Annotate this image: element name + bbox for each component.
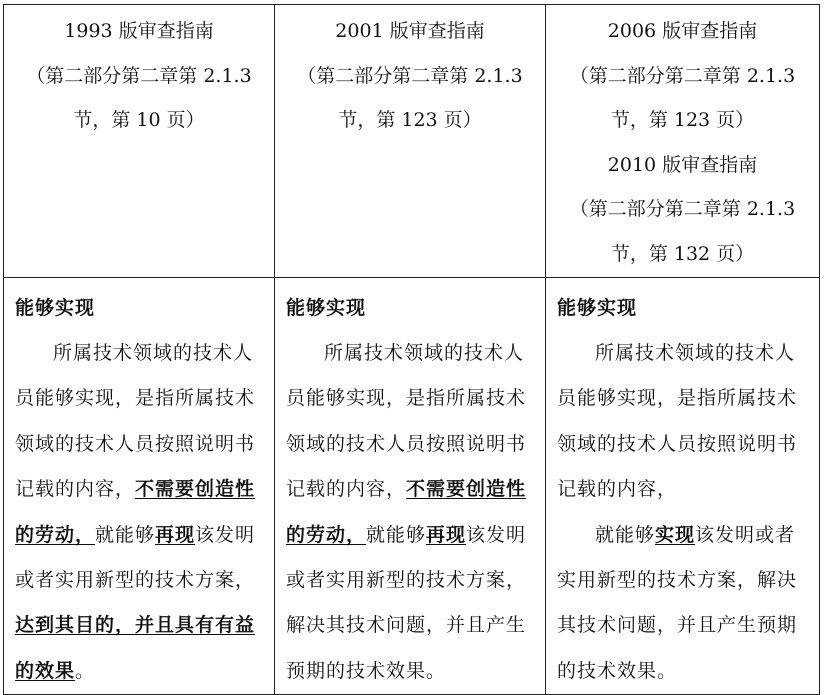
content-cell-2001 bbox=[275, 277, 546, 695]
text-segment: 员能够实现，是指所属技术 bbox=[15, 387, 256, 410]
text-segment: 能够实现 bbox=[557, 296, 638, 319]
text-line bbox=[286, 649, 545, 694]
header-line: 2010 版审查指南 bbox=[607, 153, 758, 176]
text-line bbox=[15, 376, 274, 421]
text-segment: 该发明 bbox=[466, 523, 527, 546]
section-heading bbox=[286, 286, 545, 331]
section-heading bbox=[557, 286, 819, 331]
header-cell-2001 bbox=[275, 5, 546, 278]
header-line: 节，第 123 页） bbox=[338, 109, 482, 132]
underlined-text: 再现 bbox=[426, 523, 467, 546]
header-cell-2006-2010 bbox=[546, 5, 820, 278]
text-segment: 。 bbox=[75, 659, 96, 682]
header-line: （第二部分第二章第 2.1.3 bbox=[569, 64, 796, 87]
content-cell-2006-2010 bbox=[546, 277, 820, 695]
header-line: 节，第 10 页） bbox=[73, 109, 205, 132]
text-segment: 实用新型的技术方案，解决 bbox=[557, 569, 798, 591]
text-segment: 就能够 bbox=[366, 523, 427, 546]
underlined-text: 不需要创造性 bbox=[135, 478, 256, 501]
text-segment: 员能够实现，是指所属技术 bbox=[286, 387, 527, 410]
text-line bbox=[15, 331, 274, 376]
text-segment: 记载的内容， bbox=[15, 478, 136, 501]
text-line bbox=[286, 422, 545, 467]
header-cell-1993 bbox=[4, 5, 275, 278]
text-segment: 记载的内容， bbox=[557, 478, 678, 501]
text-line bbox=[15, 513, 274, 558]
text-line bbox=[286, 603, 545, 648]
text-segment: 记载的内容， bbox=[286, 478, 407, 501]
text-segment: 所属技术领域的技术人 bbox=[53, 341, 254, 364]
text-line bbox=[557, 603, 819, 648]
text-line bbox=[286, 376, 545, 421]
text-block bbox=[546, 278, 819, 695]
text-segment: 就能够 bbox=[595, 523, 656, 546]
header-line: 2001 版审查指南 bbox=[335, 20, 485, 42]
text-line bbox=[286, 467, 545, 512]
header-line: （第二部分第二章第 2.1.3 bbox=[297, 64, 523, 87]
header-line: 2006 版审查指南 bbox=[607, 20, 758, 42]
underlined-text: 的劳动， bbox=[286, 523, 367, 546]
underlined-text: 的劳动， bbox=[15, 523, 96, 546]
underlined-text: 的效果 bbox=[15, 659, 76, 682]
text-line bbox=[557, 422, 819, 467]
header-line: 1993 版审查指南 bbox=[64, 20, 214, 42]
text-segment: 员能够实现，是指所属技术 bbox=[557, 387, 798, 410]
text-line bbox=[286, 558, 545, 603]
text-line bbox=[15, 467, 274, 512]
text-segment: 其技术问题，并且产生预期 bbox=[557, 614, 798, 637]
text-line bbox=[15, 649, 274, 694]
content-cell-1993 bbox=[4, 277, 275, 695]
text-line bbox=[286, 513, 545, 558]
text-segment: 所属技术领域的技术人 bbox=[595, 341, 796, 364]
text-line bbox=[15, 558, 274, 603]
text-segment: 领域的技术人员按照说明书 bbox=[286, 432, 527, 455]
text-block bbox=[4, 278, 274, 695]
underlined-text: 再现 bbox=[155, 523, 196, 546]
header-row bbox=[4, 5, 820, 278]
text-line bbox=[557, 331, 819, 376]
text-segment: 领域的技术人员按照说明书 bbox=[557, 432, 798, 455]
text-segment: 或者实用新型的技术方案， bbox=[15, 569, 256, 591]
text-segment: 预期的技术效果。 bbox=[286, 659, 447, 682]
text-segment: 或者实用新型的技术方案， bbox=[286, 569, 527, 591]
text-segment: 领域的技术人员按照说明书 bbox=[15, 432, 256, 455]
comparison-table bbox=[3, 4, 820, 695]
text-line bbox=[15, 603, 274, 648]
text-segment: 就能够 bbox=[95, 523, 156, 546]
underlined-text: 实现 bbox=[655, 523, 696, 546]
header-line: （第二部分第二章第 2.1.3 bbox=[569, 198, 796, 221]
text-block bbox=[275, 278, 545, 695]
text-segment: 解决其技术问题，并且产生 bbox=[286, 614, 527, 637]
text-segment: 能够实现 bbox=[286, 296, 367, 319]
underlined-text: 不需要创造性 bbox=[406, 478, 527, 501]
header-line: 节，第 132 页） bbox=[610, 242, 755, 265]
text-line bbox=[557, 558, 819, 603]
header-line: （第二部分第二章第 2.1.3 bbox=[26, 64, 252, 87]
text-segment: 的技术效果。 bbox=[557, 659, 678, 682]
header-line: 节，第 123 页） bbox=[610, 109, 755, 132]
text-segment: 该发明或者 bbox=[695, 523, 796, 546]
text-line bbox=[286, 331, 545, 376]
text-segment: 能够实现 bbox=[15, 296, 96, 319]
section-heading bbox=[15, 286, 274, 331]
text-line bbox=[557, 649, 819, 694]
text-line bbox=[15, 422, 274, 467]
content-row bbox=[4, 277, 820, 695]
text-segment: 该发明 bbox=[195, 523, 256, 546]
text-line bbox=[557, 376, 819, 421]
text-segment: 所属技术领域的技术人 bbox=[324, 341, 525, 364]
underlined-text: 达到其目的，并且具有有益 bbox=[15, 614, 256, 637]
text-line bbox=[557, 467, 819, 512]
text-line bbox=[557, 513, 819, 558]
